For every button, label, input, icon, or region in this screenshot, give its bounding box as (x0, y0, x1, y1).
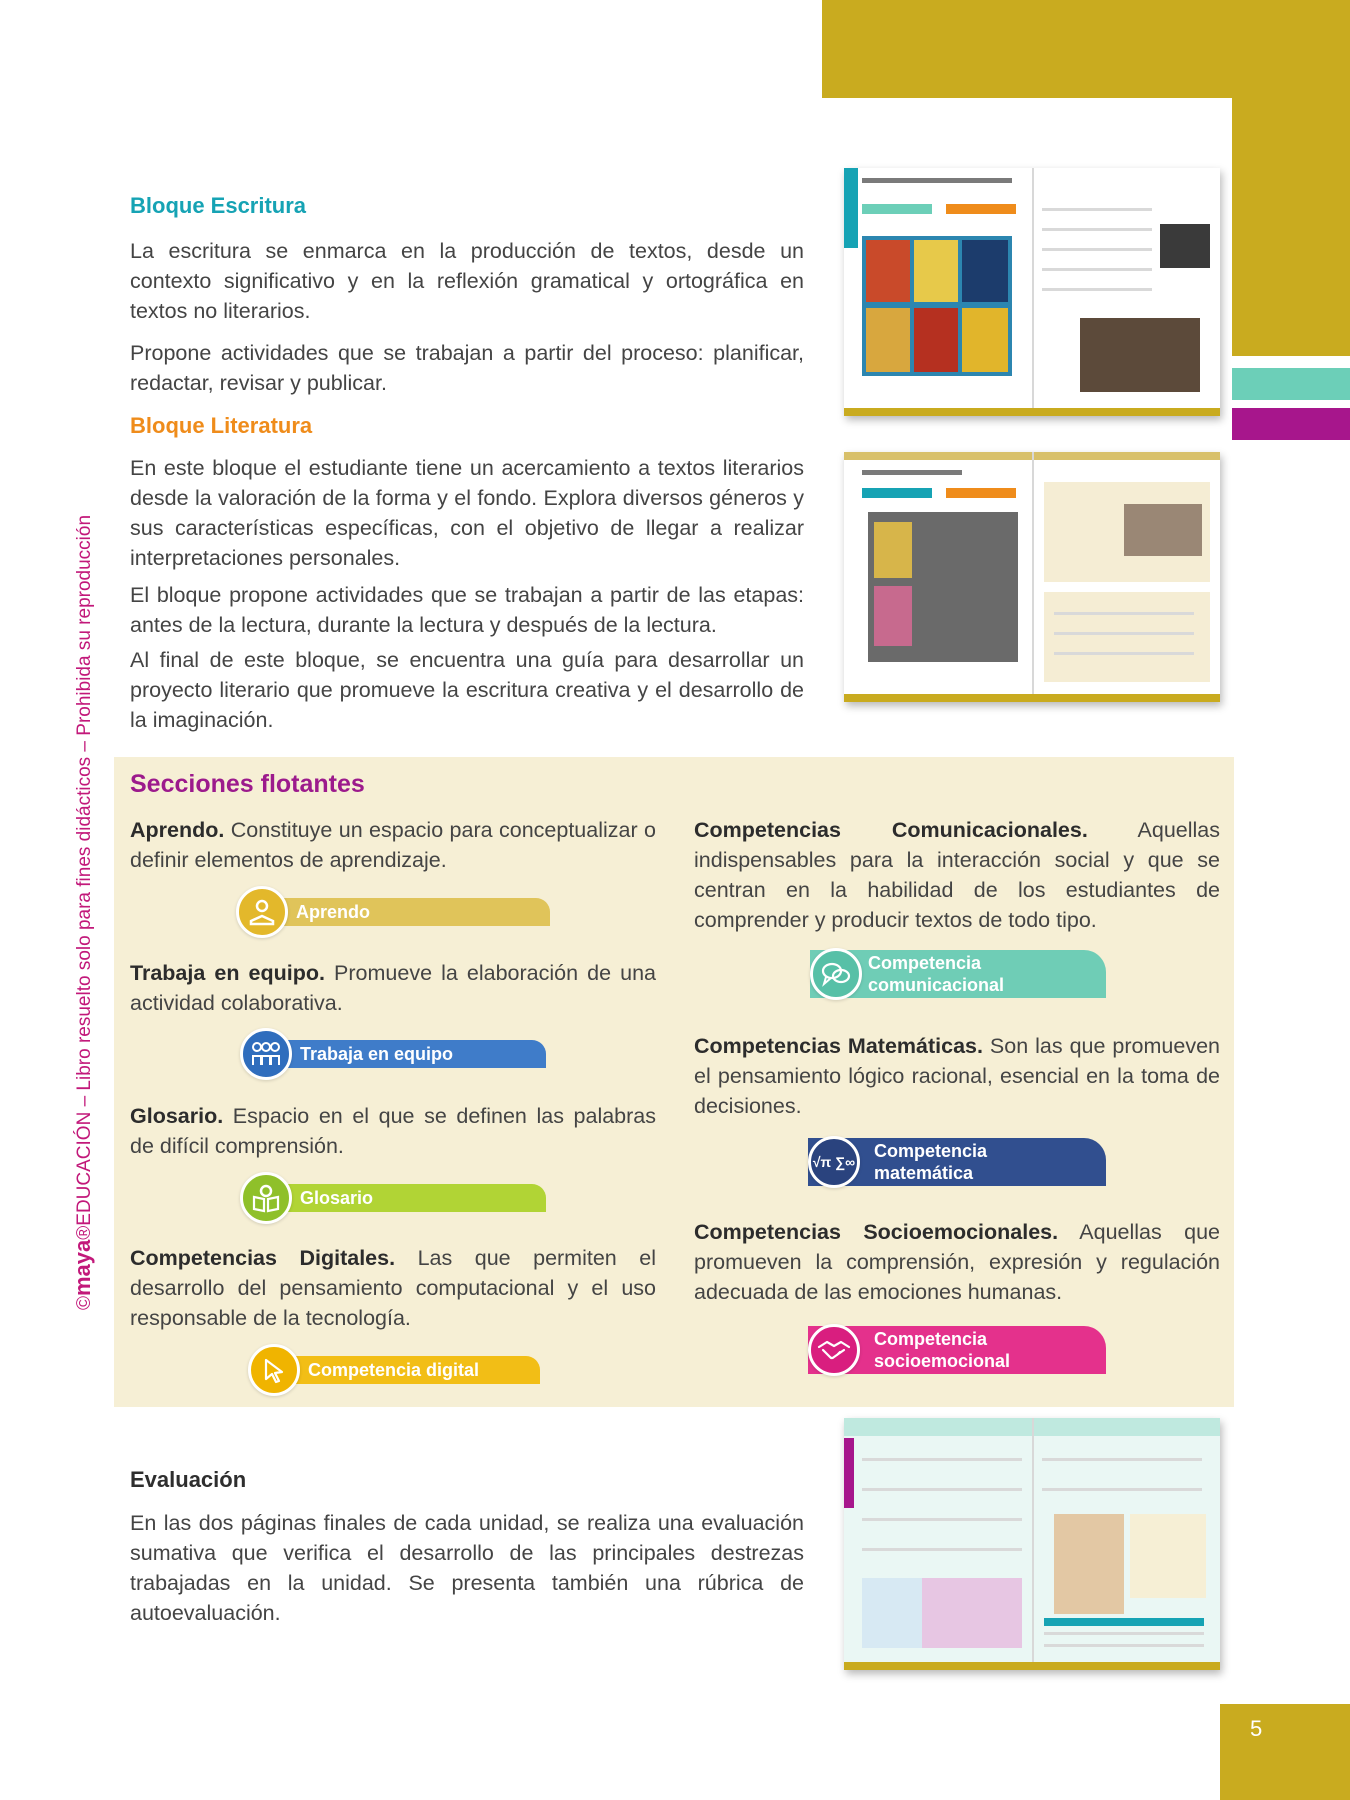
brand-logo: maya (70, 1239, 95, 1296)
literatura-book-thumbnail (844, 452, 1220, 702)
right-decor-bar (1232, 98, 1350, 356)
secciones-heading: Secciones flotantes (130, 770, 365, 798)
escritura-paragraph-2: Propone actividades que se trabajan a partir del proceso: planificar, redactar, revisar y publicar. (130, 341, 804, 395)
evaluacion-heading: Evaluación (130, 1467, 247, 1492)
page-number-box (1220, 1704, 1350, 1800)
competencias-digitales-description: Competencias Digitales. Las que permiten el desarrollo del pensamiento computacional y el uso responsable de la tecnología. (130, 1246, 656, 1330)
right-magenta-tab (1232, 408, 1350, 440)
aprendo-badge: Aprendo (236, 886, 550, 936)
math-symbols-icon: √π ∑∞ (808, 1136, 860, 1188)
trabaja-equipo-description: Trabaja en equipo. Promueve la elaboración de una actividad colaborativa. (130, 961, 656, 1015)
glosario-badge: Glosario (240, 1172, 546, 1222)
trabaja-equipo-badge: Trabaja en equipo (240, 1028, 546, 1078)
escritura-paragraph-1: La escritura se enmarca en la producción de textos, desde un contexto significativo y en la reflexión gramatical y ortográfica en textos no literarios. (130, 239, 804, 323)
competencia-socioemocional-badge: Competencia socioemocional (808, 1324, 1106, 1374)
page-number: 5 (1250, 1716, 1263, 1741)
competencias-comunicacionales-description: Competencias Comunicacionales. Aquellas indispensables para la interacción social y que se centran en la habilidad de los estudiantes de comprender y producir textos de todo tipo. (694, 818, 1220, 932)
cursor-icon (248, 1344, 300, 1396)
top-decor-bar (822, 0, 1350, 98)
side-copyright-text: ©maya®EDUCACIÓN – Libro resuelto solo para fines didácticos – Prohibida su reproducción (70, 514, 95, 1310)
escritura-heading: Bloque Escritura (130, 193, 307, 218)
aprendo-description: Aprendo. Constituye un espacio para conceptualizar o definir elementos de aprendizaje. (130, 818, 656, 872)
competencias-socioemocionales-description: Competencias Socioemocionales. Aquellas que promueven la comprensión, expresión y regulación adecuada de las emociones humanas. (694, 1220, 1220, 1304)
evaluacion-paragraph: En las dos páginas finales de cada unidad, se realiza una evaluación sumativa que verifica el desarrollo de las principales destrezas trabajadas en la unidad. Se presenta también una rúbrica de autoevaluación. (130, 1511, 804, 1625)
right-teal-tab (1232, 368, 1350, 400)
glosario-description: Glosario. Espacio en el que se definen las palabras de difícil comprensión. (130, 1104, 656, 1158)
competencia-matematica-badge: Competencia matemática √π ∑∞ (808, 1136, 1106, 1186)
competencia-comunicacional-badge: Competencia comunicacional (810, 948, 1106, 998)
evaluacion-book-thumbnail (844, 1418, 1220, 1670)
literatura-paragraph-2: El bloque propone actividades que se trabajan a partir de las etapas: antes de la lectura, durante la lectura y después de la lectura. (130, 583, 804, 637)
speech-icon (810, 948, 862, 1000)
competencia-digital-badge: Competencia digital (248, 1344, 540, 1394)
book-icon (240, 1172, 292, 1224)
literatura-paragraph-3: Al final de este bloque, se encuentra una guía para desarrollar un proyecto literario que promueve la escritura creativa y el desarrollo de la imaginación. (130, 648, 804, 732)
literatura-heading: Bloque Literatura (130, 413, 313, 438)
competencias-matematicas-description: Competencias Matemáticas. Son las que promueven el pensamiento lógico racional, esencial en la toma de decisiones. (694, 1034, 1220, 1118)
escritura-book-thumbnail (844, 168, 1220, 416)
reader-icon (236, 886, 288, 938)
team-icon (240, 1028, 292, 1080)
handshake-icon (808, 1324, 860, 1376)
literatura-paragraph-1: En este bloque el estudiante tiene un acercamiento a textos literarios desde la valoración de la forma y el fondo. Explora diversos géneros y sus características específicas, con el objetivo de llegar a realizar interpretaciones personales. (130, 456, 804, 570)
